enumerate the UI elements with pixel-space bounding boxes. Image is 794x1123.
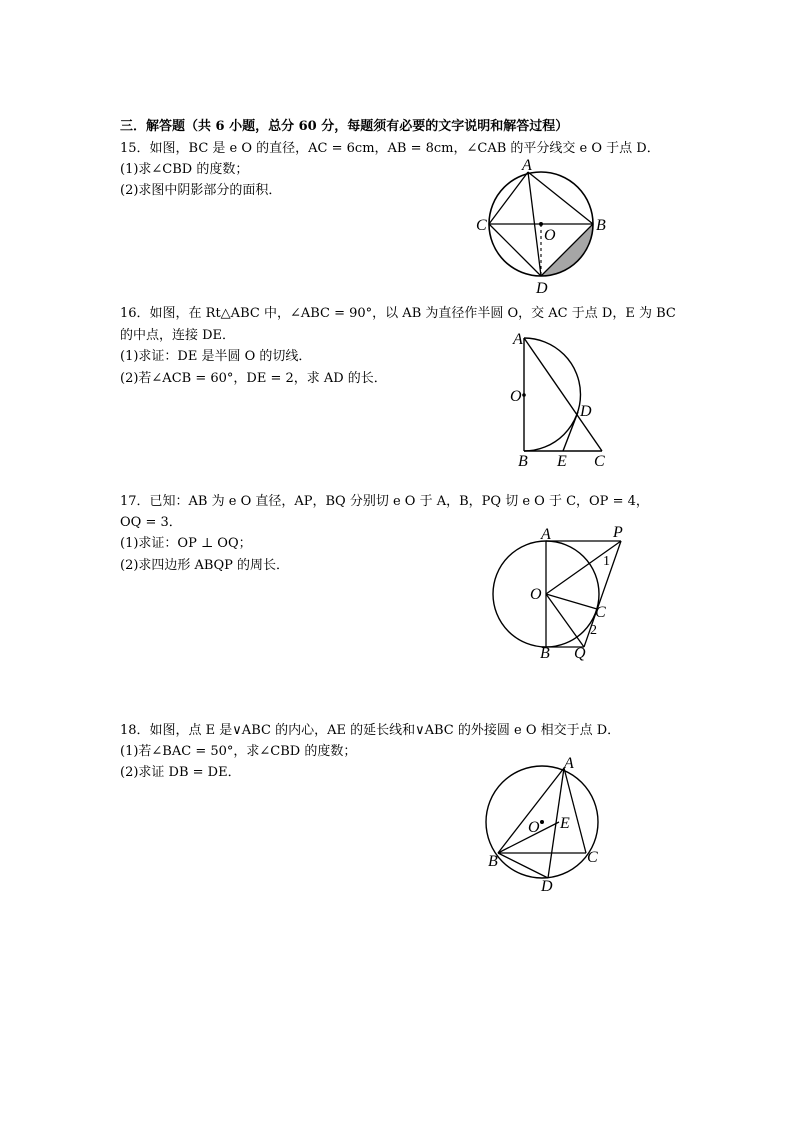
q18-label-c: C [587,849,598,866]
q17-label-p: P [613,524,623,541]
q16-label-c: C [594,453,605,470]
q16-label-d: D [580,403,592,420]
q16-label-a: A [513,331,523,348]
q15-label-c: C [476,217,487,234]
q18-label-a: A [564,755,574,772]
q18-part1: (1)若∠BAC = 50°，求∠CBD 的度数； [120,744,357,759]
q16-center-dot [522,393,526,397]
section-header: 三．解答题（共 6 小题，总分 60 分，每题须有必要的文字说明和解答过程） [120,119,569,134]
q17-label-angle-2: 2 [590,623,597,638]
q17-segment-oc [546,594,597,609]
q17-part2: (2)求四边形 ABQP 的周长． [120,558,290,573]
q17-label-o: O [530,586,542,603]
q17-label-c: C [595,604,606,621]
q16-stem-line2: 的中点，连接 DE． [120,328,236,343]
q16-stem-line1: 16．如图，在 Rt△ABC 中，∠ABC = 90°，以 AB 为直径作半圆 O，交 AC 于点 D，E 为 BC [120,306,676,321]
q17-part1: (1)求证：OP ⊥ OQ； [120,536,252,551]
q17-label-q: Q [574,645,586,662]
q16-semicircle [524,338,581,451]
q15-label-d: D [536,280,548,297]
q16-label-e: E [557,453,567,470]
q18-figure [478,752,618,897]
q16-part1: (1)求证：DE 是半圆 O 的切线． [120,349,312,364]
q17-label-b: B [540,645,550,662]
q18-label-b: B [488,853,498,870]
q16-label-o: O [510,388,522,405]
q16-segment-de [563,412,578,451]
q15-stem: 15．如图，BC 是 e O 的直径，AC = 6cm，AB = 8cm，∠CAB 的平分线交 e O 于点 D． [120,141,660,156]
q18-label-o: O [528,819,540,836]
q16-label-b: B [518,453,528,470]
q15-center-dot [539,222,543,226]
q18-label-d: D [541,878,553,895]
q15-segment-ac [489,172,528,224]
q17-stem-line1: 17．已知：AB 为 e O 直径，AP，BQ 分别切 e O 于 A，B，PQ 切 e O 于 C，OP = 4， [120,494,649,509]
q16-part2: (2)若∠ACB = 60°，DE = 2，求 AD 的长． [120,371,387,386]
q17-segment-oq [546,594,584,647]
q15-label-o: O [544,227,556,244]
q17-label-a: A [541,526,551,543]
q16-segment-ac [524,338,602,451]
q15-label-b: B [596,217,606,234]
q15-part2: (2)求图中阴影部分的面积． [120,183,282,198]
q18-label-e: E [560,815,570,832]
q16-figure [500,328,620,473]
q17-label-angle-1: 1 [603,554,610,569]
q18-part2: (2)求证 DB = DE． [120,765,241,780]
q17-figure [490,524,640,664]
q18-segment-ac [564,768,586,853]
q15-figure [470,158,620,298]
q15-label-a: A [522,157,532,174]
q17-stem-line2: OQ = 3． [120,515,182,530]
q15-segment-ab [528,172,593,224]
q18-center-dot [540,820,544,824]
q18-stem: 18．如图，点 E 是∨ABC 的内心，AE 的延长线和∨ABC 的外接圆 e O 相交于点 D． [120,723,621,738]
q15-part1: (1)求∠CBD 的度数； [120,162,249,177]
